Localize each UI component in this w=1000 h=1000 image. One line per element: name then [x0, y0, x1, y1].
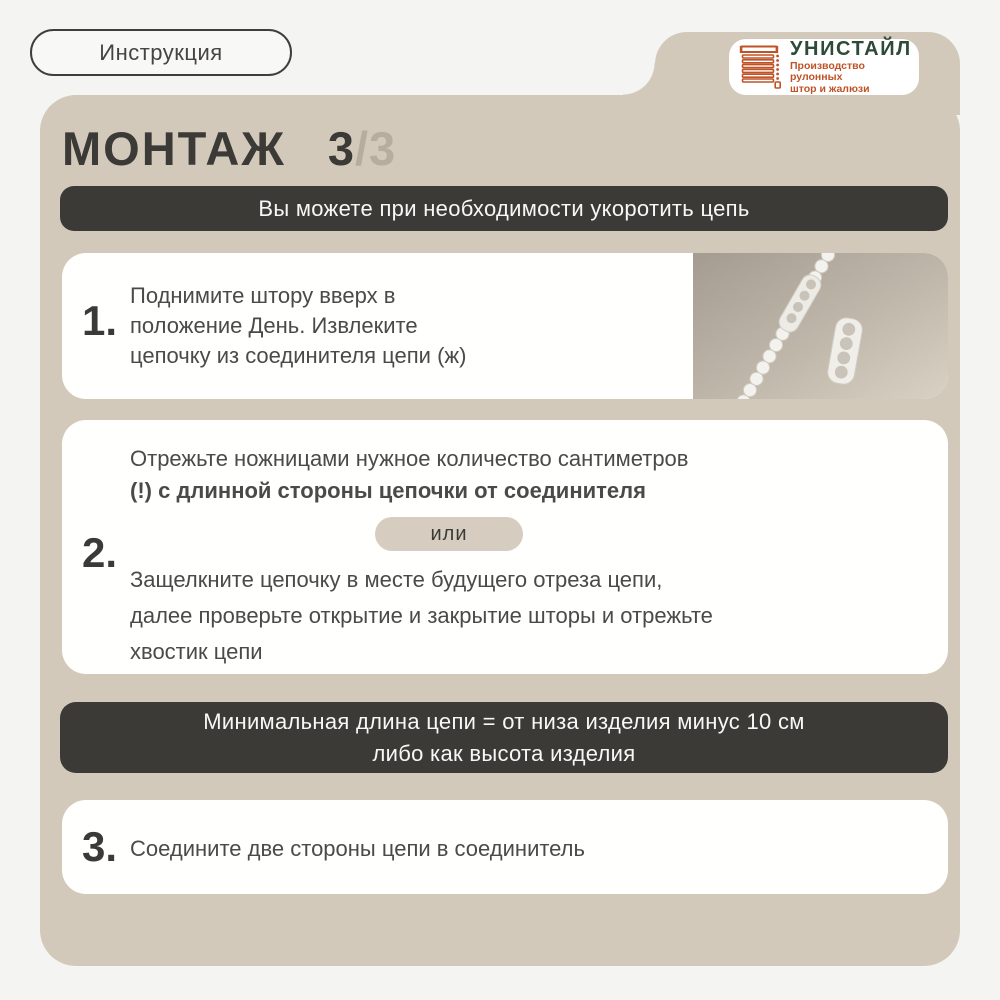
banner-min-chain-length: Минимальная длина цепи = от низа изделия минус 10 см либо как высота изделия: [60, 702, 948, 773]
or-divider-pill: или: [375, 517, 523, 551]
page-title: [62, 121, 396, 176]
step-2-bold-note: (!) с длинной стороны цепочки от соединителя: [130, 478, 646, 503]
step-2-part2-text: Защелкните цепочку в месте будущего отреза цепи, далее проверьте открытие и закрытие шторы и отрежьте хвостик цепи: [130, 567, 713, 664]
page-total: /3: [354, 122, 397, 175]
chain-photo: [693, 253, 948, 399]
brand-text: [790, 39, 912, 96]
step-3-number: 3.: [82, 823, 118, 870]
step-2-card: [62, 420, 948, 674]
step-2-part1-text: Отрежьте ножницами нужное количество сантиметров (!) с длинной стороны цепочки от соединителя: [130, 446, 689, 503]
brand-logo: [729, 39, 919, 95]
step-3-card: [62, 800, 948, 894]
brand-tagline: Производство рулонных штор и жалюзи: [790, 59, 870, 95]
step-1-number: 1.: [82, 297, 118, 344]
step-1-text: Поднимите штору вверх в положение День. Извлеките цепочку из соединителя цепи (ж): [130, 283, 467, 368]
page-indicator: [328, 121, 396, 176]
page-current: 3: [327, 122, 355, 175]
brand-name: УНИСТАЙЛ: [790, 37, 912, 60]
instruction-badge-label: Инструкция: [99, 39, 223, 65]
roller-blind-icon: [739, 44, 783, 90]
title-text: МОНТАЖ: [62, 122, 286, 175]
step-1-card: [62, 253, 948, 399]
instruction-badge: [30, 29, 292, 76]
main-card: [40, 95, 960, 966]
step-3-text: Соедините две стороны цепи в соединитель: [130, 836, 585, 861]
step-2-number: 2.: [82, 529, 118, 576]
banner-shorten-chain: Вы можете при необходимости укоротить цепь: [60, 186, 948, 231]
